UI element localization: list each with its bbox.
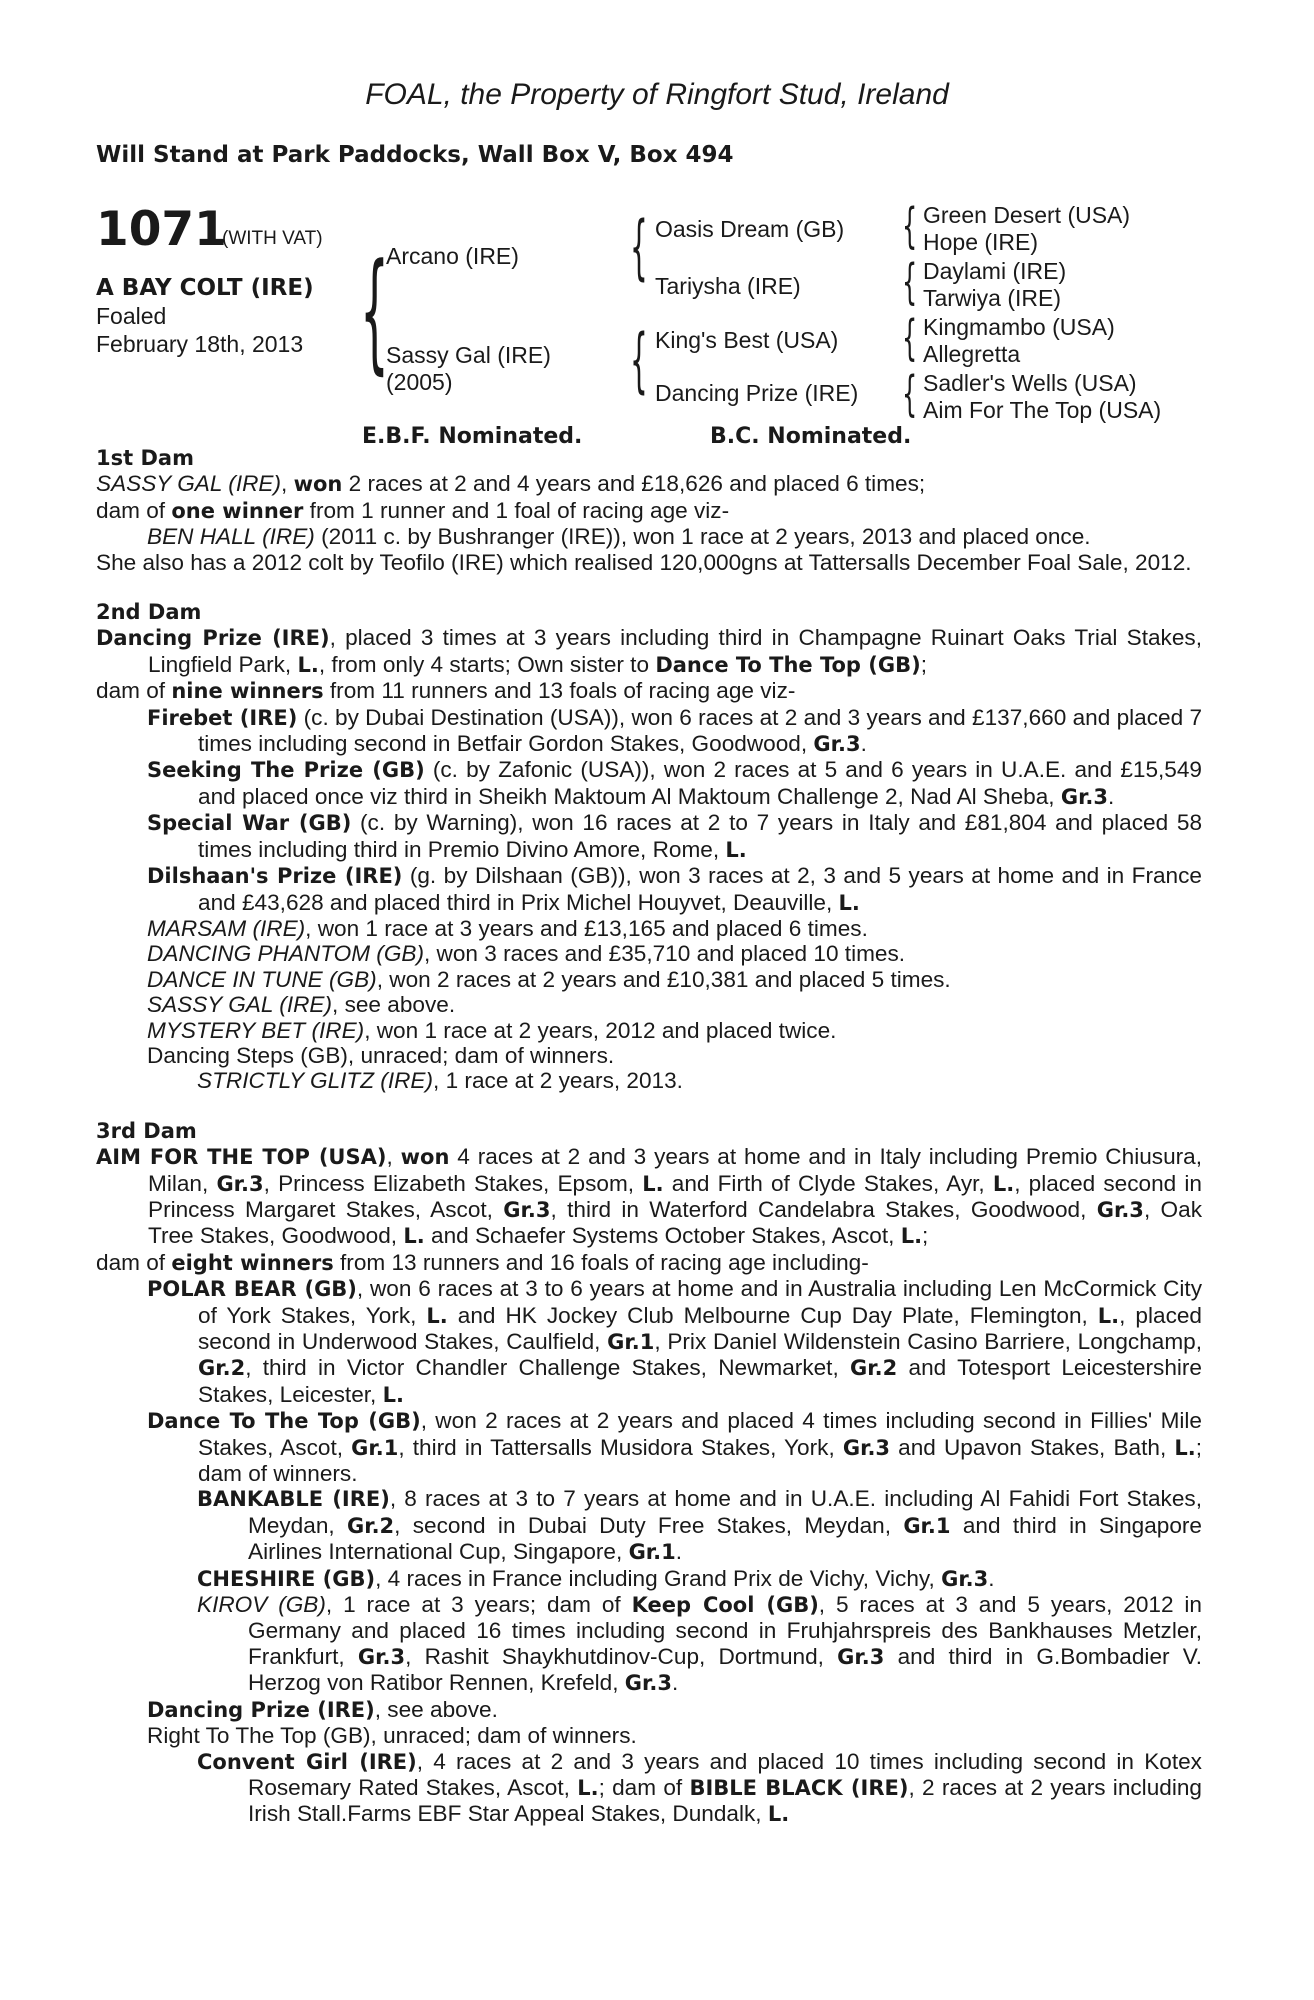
produce-entry: Dancing Prize (IRE), see above.	[147, 1696, 498, 1722]
pedigree-gg-6: Allegretta	[923, 341, 1021, 367]
pedigree-brace: {	[630, 319, 648, 401]
spacer	[96, 575, 1202, 600]
first-dam-heading: 1st Dam	[96, 446, 194, 470]
pedigree-brace: {	[360, 235, 389, 387]
pedigree-dam-sire: King's Best (USA)	[655, 327, 839, 353]
pedigree-gg-8: Aim For The Top (USA)	[923, 397, 1162, 423]
catalogue-body	[96, 446, 1202, 1828]
produce-entry: DANCE IN TUNE (GB), won 2 races at 2 years and £10,381 and placed 5 times.	[147, 966, 951, 992]
grandproduce-entry: KIROV (GB), 1 race at 3 years; dam of Keep Cool (GB), 5 races at 3 and 5 years, 2012 in Germany and placed 16 times including second in Fruhjahrspreis des Bankhauses Metzler, Frankfurt, Gr.3, Rashit Shaykhutdinov-Cup, Dortmund, Gr.3 and third in G.Bombadier V. Herzog von Ratibor Rennen, Krefeld, Gr.3.	[197, 1592, 1203, 1696]
produce-entry: BEN HALL (IRE) (2011 c. by Bushranger (IRE)), won 1 race at 2 years, 2013 and placed once.	[147, 524, 1091, 550]
produce-entry: Dancing Steps (GB), unraced; dam of winners.	[147, 1042, 615, 1068]
produce-entry: Dance To The Top (GB), won 2 races at 2 years and placed 4 times including second in Fillies' Mile Stakes, Ascot, Gr.1, third in Tattersalls Musidora Stakes, York, Gr.3 and Upavon Stakes, Bath, L.; dam of winners.	[147, 1408, 1202, 1487]
third-dam-heading: 3rd Dam	[96, 1118, 197, 1143]
pedigree-gg-3: Daylami (IRE)	[923, 258, 1067, 284]
grandproduce-entry: STRICTLY GLITZ (IRE), 1 race at 2 years, 2013.	[197, 1068, 683, 1094]
vat-note: (WITH VAT)	[222, 228, 323, 249]
produce-entry: POLAR BEAR (GB), won 6 races at 3 to 6 years at home and in Australia including Len McCormick City of York Stakes, York, L. and HK Jockey Club Melbourne Cup Day Plate, Flemington, L., placed second in Underwood Stakes, Caulfield, Gr.1, Prix Daniel Wildenstein Casino Barriere, Longchamp, Gr.2, third in Victor Chandler Challenge Stakes, Newmarket, Gr.2 and Totesport Leicestershire Stakes, Leicester, L.	[147, 1276, 1203, 1407]
pedigree-gg-7: Sadler's Wells (USA)	[923, 370, 1137, 396]
pedigree-sire-dam: Tariysha (IRE)	[655, 273, 801, 299]
consignor-title: FOAL, the Property of Ringfort Stud, Ireland	[365, 78, 949, 111]
stand-location: Will Stand at Park Paddocks, Wall Box V, Box 494	[96, 142, 734, 168]
pedigree-dam: Sassy Gal (IRE)	[386, 342, 551, 368]
pedigree-dam-year: (2005)	[386, 369, 453, 395]
pedigree-brace: {	[902, 198, 918, 254]
first-dam-note: She also has a 2012 colt by Teofilo (IRE) which realised 120,000gns at Tattersalls December Foal Sale, 2012.	[96, 549, 1192, 575]
produce-entry: Dilshaan's Prize (IRE) (g. by Dilshaan (GB)), won 3 races at 2, 3 and 5 years at home and in France and £43,628 and placed third in Prix Michel Houyvet, Deauville, L.	[147, 863, 1202, 915]
produce-entry: Right To The Top (GB), unraced; dam of winners.	[147, 1723, 637, 1749]
pedigree-gg-4: Tarwiya (IRE)	[923, 285, 1062, 311]
pedigree-sire: Arcano (IRE)	[386, 243, 519, 269]
pedigree-sire-sire: Oasis Dream (GB)	[655, 216, 845, 242]
pedigree-brace: {	[902, 366, 918, 422]
foaled-label: Foaled	[96, 303, 167, 329]
third-dam-produce-summary: dam of eight winners from 13 runners and 16 foals of racing age including-	[96, 1249, 869, 1275]
produce-entry: MYSTERY BET (IRE), won 1 race at 2 years, 2012 and placed twice.	[147, 1017, 837, 1043]
foaled-date: February 18th, 2013	[96, 331, 304, 357]
grandproduce-entry: BANKABLE (IRE), 8 races at 3 to 7 years at home and in U.A.E. including Al Fahidi Fort Stakes, Meydan, Gr.2, second in Dubai Duty Free Stakes, Meydan, Gr.1 and third in Singapore Airlines International Cup, Singapore, Gr.1.	[197, 1486, 1202, 1565]
lot-number: 1071	[96, 202, 227, 257]
pedigree-gg-5: Kingmambo (USA)	[923, 314, 1115, 340]
pedigree-gg-1: Green Desert (USA)	[923, 202, 1131, 228]
produce-entry: Special War (GB) (c. by Warning), won 16 races at 2 to 7 years in Italy and £81,804 and placed 58 times including third in Premio Divino Amore, Rome, L.	[147, 810, 1203, 862]
pedigree-dam-dam: Dancing Prize (IRE)	[655, 380, 859, 406]
bc-nominated: B.C. Nominated.	[710, 424, 912, 449]
second-dam-produce-summary: dam of nine winners from 11 runners and 13 foals of racing age viz-	[96, 678, 796, 704]
second-dam-record: Dancing Prize (IRE), placed 3 times at 3 years including third in Champagne Ruinart Oaks Trial Stakes, Lingfield Park, L., from only 4 starts; Own sister to Dance To The Top (GB);	[96, 625, 1202, 677]
first-dam-record: SASSY GAL (IRE), won 2 races at 2 and 4 years and £18,626 and placed 6 times;	[96, 471, 926, 497]
ebf-nominated: E.B.F. Nominated.	[362, 424, 583, 449]
pedigree-brace: {	[630, 206, 648, 288]
pedigree-gg-2: Hope (IRE)	[923, 229, 1039, 255]
grandproduce-entry: Convent Girl (IRE), 4 races at 2 and 3 years and placed 10 times including second in Kotex Rosemary Rated Stakes, Ascot, L.; dam of BIBLE BLACK (IRE), 2 races at 2 years including Irish Stall.Farms EBF Star Appeal Stakes, Dundalk, L.	[197, 1748, 1202, 1827]
produce-entry: Firebet (IRE) (c. by Dubai Destination (USA)), won 6 races at 2 and 3 years and £137,660 and placed 7 times including second in Betfair Gordon Stakes, Goodwood, Gr.3.	[147, 704, 1203, 757]
pedigree-brace: {	[902, 254, 918, 310]
foaled-info	[96, 302, 303, 358]
produce-entry: SASSY GAL (IRE), see above.	[147, 992, 456, 1018]
produce-entry: MARSAM (IRE), won 1 race at 3 years and £13,165 and placed 6 times.	[147, 915, 868, 941]
first-dam-produce-summary: dam of one winner from 1 runner and 1 foal of racing age viz-	[96, 497, 730, 523]
second-dam-heading: 2nd Dam	[96, 600, 202, 625]
spacer	[96, 1094, 1202, 1119]
grandproduce-entry: CHESHIRE (GB), 4 races in France including Grand Prix de Vichy, Vichy, Gr.3.	[197, 1565, 995, 1591]
horse-name: A BAY COLT (IRE)	[96, 275, 314, 301]
produce-entry: DANCING PHANTOM (GB), won 3 races and £35,710 and placed 10 times.	[147, 941, 906, 967]
pedigree-brace: {	[902, 310, 918, 366]
third-dam-record: AIM FOR THE TOP (USA), won 4 races at 2 and 3 years at home and in Italy including Premio Chiusura, Milan, Gr.3, Princess Elizabeth Stakes, Epsom, L. and Firth of Clyde Stakes, Ayr, L., placed second in Princess Margaret Stakes, Ascot, Gr.3, third in Waterford Candelabra Stakes, Goodwood, Gr.3, Oak Tree Stakes, Goodwood, L. and Schaefer Systems October Stakes, Ascot, L.;	[96, 1144, 1203, 1249]
produce-entry: Seeking The Prize (GB) (c. by Zafonic (USA)), won 2 races at 5 and 6 years in U.A.E. and £15,549 and placed once viz third in Sheikh Maktoum Al Maktoum Challenge 2, Nad Al Sheba, Gr.3.	[147, 757, 1202, 809]
